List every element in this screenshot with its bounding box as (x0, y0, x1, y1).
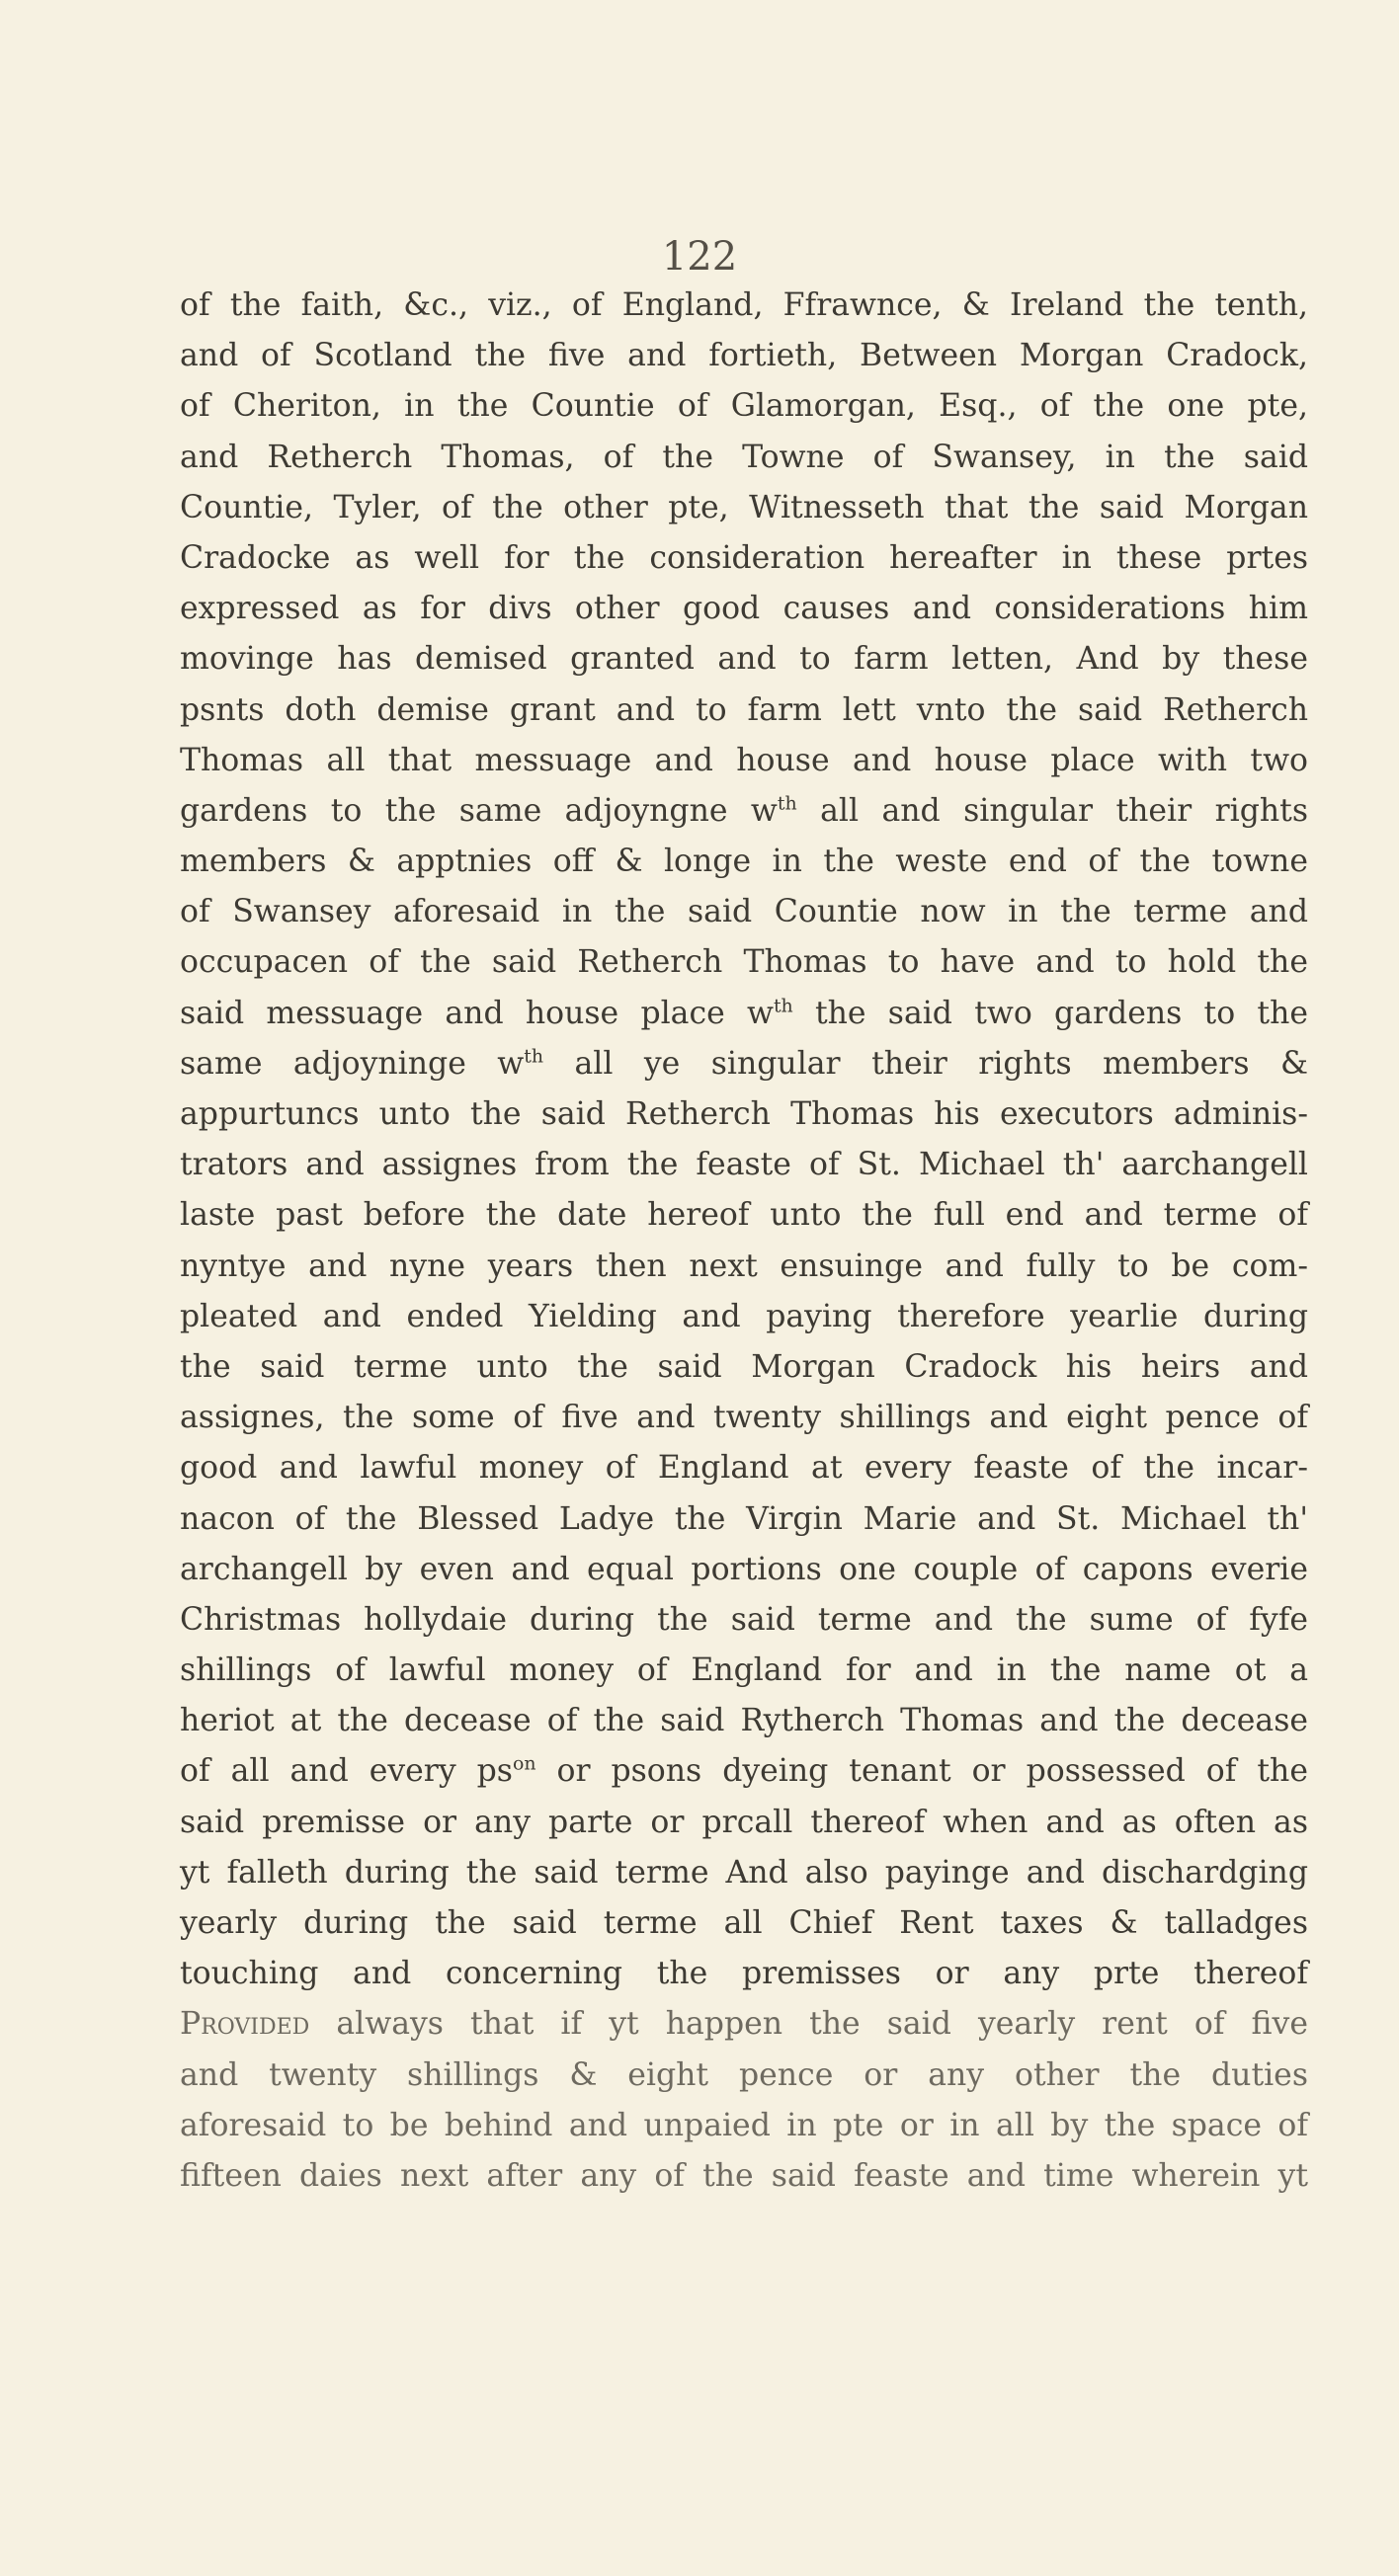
text-line (180, 281, 1308, 331)
line-text: yearly during the said terme all Chief Rent taxes & talladges (180, 1905, 1308, 1941)
line-text: of all and every ps (180, 1753, 513, 1790)
text-line (180, 1949, 1308, 1999)
line-text: touching and concerning the premisses or any prte thereof (180, 1956, 1308, 1992)
line-text: occupacen of the said Retherch Thomas to have and to hold the (180, 944, 1308, 981)
line-text: same adjoyninge w (180, 1045, 525, 1082)
text-line (180, 837, 1308, 887)
page-number: 122 (661, 234, 738, 280)
line-text: yt falleth during the said terme And also payinge and dischardging (180, 1854, 1308, 1891)
line-text: heriot at the decease of the said Rytherch Thomas and the decease (180, 1703, 1308, 1739)
line-text: of Cheriton, in the Countie of Glamorgan, Esq., of the one pte, (180, 388, 1308, 425)
line-text: shillings of lawful money of England for and in the name ot a (180, 1652, 1308, 1689)
line-text: Thomas all that messuage and house and house place with two (180, 742, 1308, 778)
text-line (180, 2051, 1308, 2101)
line-text: nacon of the Blessed Ladye the Virgin Marie and St. Michael th' (180, 1500, 1308, 1537)
text-line (180, 584, 1308, 634)
line-text: of Swansey aforesaid in the said Countie now in the terme and (180, 894, 1308, 930)
body-text (180, 281, 1308, 2202)
line-text: of the faith, &c., viz., of England, Ffrawnce, & Ireland the tenth, (180, 287, 1308, 323)
line-text: and of Scotland the five and fortieth, Between Morgan Cradock, (180, 338, 1308, 374)
superscript-abbreviation: th (773, 995, 793, 1017)
line-text: members & apptnies off & longe in the weste end of the towne (180, 844, 1308, 880)
text-line (180, 634, 1308, 684)
text-line (180, 1140, 1308, 1190)
text-line (180, 1595, 1308, 1646)
line-text: and Retherch Thomas, of the Towne of Swansey, in the said (180, 439, 1308, 475)
line-text: expressed as for divs other good causes and considerations him (180, 591, 1308, 627)
line-text: assignes, the some of five and twenty shillings and eight pence of (180, 1400, 1308, 1436)
text-line (180, 736, 1308, 786)
text-line (180, 1443, 1308, 1493)
text-line (180, 381, 1308, 432)
line-text: fifteen daies next after any of the said feaste and time wherein yt (180, 2157, 1308, 2194)
superscript-abbreviation: on (512, 1752, 536, 1775)
text-line (180, 1545, 1308, 1595)
line-text: said messuage and house place w (180, 995, 774, 1031)
line-text: Cradocke as well for the consideration hereafter in these prtes (180, 539, 1308, 576)
text-line (180, 1798, 1308, 1848)
text-line (180, 1746, 1308, 1797)
text-line (180, 2151, 1308, 2202)
text-line (180, 483, 1308, 533)
text-line (180, 1342, 1308, 1393)
text-line (180, 1242, 1308, 1292)
line-text: trators and assignes from the feaste of St. Michael th' aarchangell (180, 1147, 1308, 1183)
line-text: archangell by even and equal portions one couple of capons everie (180, 1551, 1308, 1587)
line-text: said premisse or any parte or prcall thereof when and as often as (180, 1804, 1308, 1840)
line-text: Countie, Tyler, of the other pte, Witnesseth that the said Morgan (180, 489, 1308, 525)
text-line (180, 1898, 1308, 1949)
text-line (180, 331, 1308, 381)
text-line (180, 1999, 1308, 2050)
text-line (180, 1089, 1308, 1140)
text-line (180, 433, 1308, 483)
line-text: nyntye and nyne years then next ensuinge and fully to be com- (180, 1248, 1308, 1284)
text-line (180, 1848, 1308, 1898)
text-line (180, 1696, 1308, 1746)
text-line (180, 937, 1308, 988)
text-line (180, 1039, 1308, 1089)
text-line (180, 1646, 1308, 1696)
line-text: psnts doth demise grant and to farm lett vnto the said Retherch (180, 691, 1308, 728)
line-text: and twenty shillings & eight pence or any other the duties (180, 2056, 1308, 2093)
text-line (180, 989, 1308, 1039)
text-line (180, 887, 1308, 937)
text-line (180, 2101, 1308, 2151)
line-text: laste past before the date hereof unto the full end and terme of (180, 1197, 1308, 1234)
line-text: appurtuncs unto the said Retherch Thomas his executors adminis- (180, 1096, 1308, 1132)
line-text-continued: all ye singular their rights members & (543, 1045, 1308, 1082)
line-text-continued: the said two gardens to the (792, 995, 1308, 1031)
text-line (180, 1292, 1308, 1342)
small-caps-word: Provided (180, 2006, 310, 2043)
line-text: movinge has demised granted and to farm letten, And by these (180, 641, 1308, 678)
superscript-abbreviation: th (524, 1045, 544, 1068)
line-text: the said terme unto the said Morgan Cradock his heirs and (180, 1348, 1308, 1385)
line-text-continued: or psons dyeing tenant or possessed of the (535, 1753, 1308, 1790)
text-line (180, 1494, 1308, 1545)
superscript-abbreviation: th (777, 792, 797, 815)
line-text: gardens to the same adjoyngne w (180, 792, 778, 829)
line-text-continued: always that if yt happen the said yearly rent of five (309, 2006, 1308, 2043)
line-text: Christmas hollydaie during the said terme and the sume of fyfe (180, 1601, 1308, 1638)
text-line (180, 533, 1308, 584)
text-line (180, 786, 1308, 837)
line-text: aforesaid to be behind and unpaied in pte or in all by the space of (180, 2107, 1308, 2143)
text-line (180, 1190, 1308, 1241)
line-text: good and lawful money of England at every feaste of the incar- (180, 1450, 1308, 1487)
text-line (180, 685, 1308, 736)
line-text-continued: all and singular their rights (796, 792, 1309, 829)
text-line (180, 1393, 1308, 1443)
line-text: pleated and ended Yielding and paying therefore yearlie during (180, 1298, 1308, 1334)
